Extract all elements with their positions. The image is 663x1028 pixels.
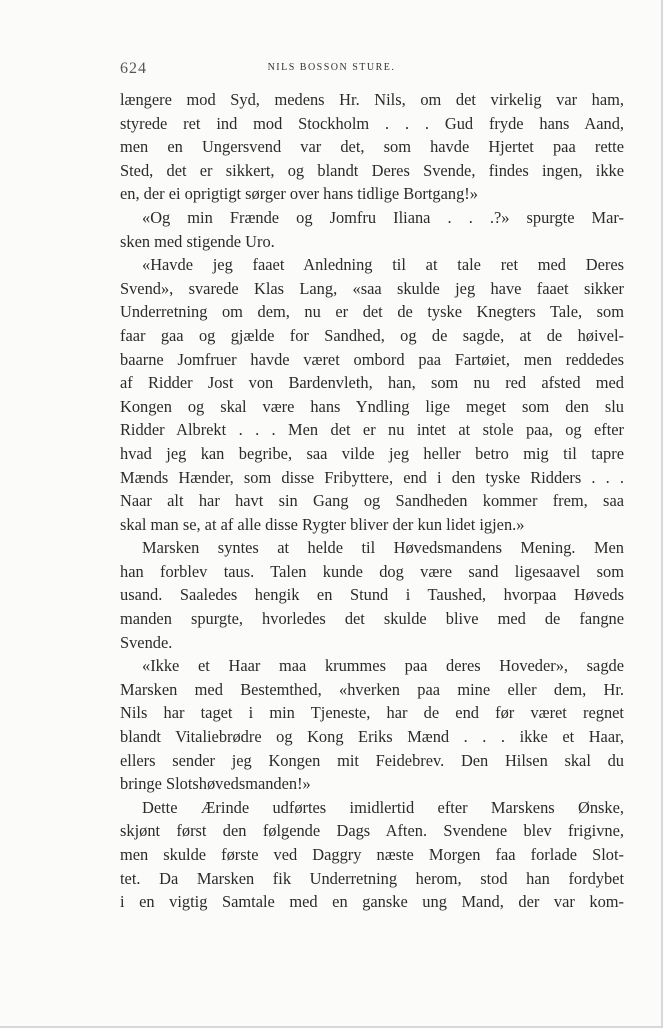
text-line: «Ikke et Haar maa krummes paa deres Hoveder», sagde <box>142 656 624 676</box>
text-line: sken med stigende Uro. <box>120 231 275 251</box>
text-line: faar gaa og gjælde for Sandhed, og de sagde, at de høivel- <box>120 325 624 345</box>
text-line: hvad jeg kan begribe, saa vilde jeg heller betro mig til tapre <box>120 443 624 463</box>
text-line: manden spurgte, hvorledes det skulde blive med de fangne <box>120 609 624 629</box>
text-line: men en Ungersvend var det, som havde Hjertet paa rette <box>120 137 624 157</box>
text-line: Marsken syntes at helde til Høvedsmandens Mening. Men <box>142 538 624 558</box>
text-line: Mænds Hænder, som disse Fribyttere, end i den tyske Ridders . . . <box>120 467 624 487</box>
text-line: en, der ei oprigtigt sørger over hans tidlige Bortgang!» <box>120 184 478 204</box>
text-line: Sted, det er sikkert, og blandt Deres Svende, findes ingen, ikke <box>120 160 624 180</box>
text-line: af Ridder Jost von Bardenvleth, han, som nu red afsted med <box>120 373 624 393</box>
text-line: skal man se, at af alle disse Rygter bliver der kun lidet igjen.» <box>120 514 525 534</box>
text-line: Naar alt har havt sin Gang og Sandheden kommer frem, saa <box>120 491 624 511</box>
text-line: styrede ret ind mod Stockholm . . . Gud fryde hans Aand, <box>120 113 624 133</box>
text-line: «Havde jeg faaet Anledning til at tale ret med Deres <box>142 255 624 275</box>
text-line: Kongen og skal være hans Yndling lige meget som den slu <box>120 396 624 416</box>
body-text <box>120 88 624 914</box>
text-line: Underretning om dem, nu er det de tyske Knegters Tale, som <box>120 302 624 322</box>
text-line: skjønt først den følgende Dags Aften. Svendene blev frigivne, <box>120 821 624 841</box>
text-line: tet. Da Marsken fik Underretning herom, stod han fordybet <box>120 868 624 888</box>
text-line: Nils har taget i min Tjeneste, har de end før været regnet <box>120 703 624 723</box>
text-line: Svende. <box>120 632 173 652</box>
text-line: længere mod Syd, medens Hr. Nils, om det virkelig var ham, <box>120 90 624 109</box>
page-number: 624 <box>120 60 147 77</box>
text-line: usand. Saaledes hengik en Stund i Taushed, hvorpaa Høveds <box>120 585 624 605</box>
text-line: ellers sender jeg Kongen mit Feidebrev. Den Hilsen skal du <box>120 750 624 770</box>
text-line: han forblev taus. Talen kunde dog være sand ligesaavel som <box>120 561 624 581</box>
text-line: «Og min Frænde og Jomfru Iliana . . .?» spurgte Mar- <box>142 207 624 227</box>
running-head: NILS BOSSON STURE. <box>267 62 396 73</box>
text-line: i en vigtig Samtale med en ganske ung Mand, der var kom- <box>120 892 624 912</box>
text-line: Ridder Albrekt . . . Men det er nu intet at stole paa, og efter <box>120 420 624 440</box>
text-line: bringe Slotshøvedsmanden!» <box>120 774 311 794</box>
text-line: Marsken med Bestemthed, «hverken paa mine eller dem, Hr. <box>120 679 624 699</box>
text-line: Svend», svarede Klas Lang, «saa skulde jeg have faaet sikker <box>120 278 624 298</box>
text-line: blandt Vitaliebrødre og Kong Eriks Mænd . . . ikke et Haar, <box>120 727 624 747</box>
text-line: baarne Jomfruer havde været ombord paa Fartøiet, men reddedes <box>120 349 624 369</box>
text-line: men skulde første ved Daggry næste Morgen faa forlade Slot- <box>120 845 624 864</box>
text-line: Dette Ærinde udførtes imidlertid efter Marskens Ønske, <box>142 797 624 817</box>
